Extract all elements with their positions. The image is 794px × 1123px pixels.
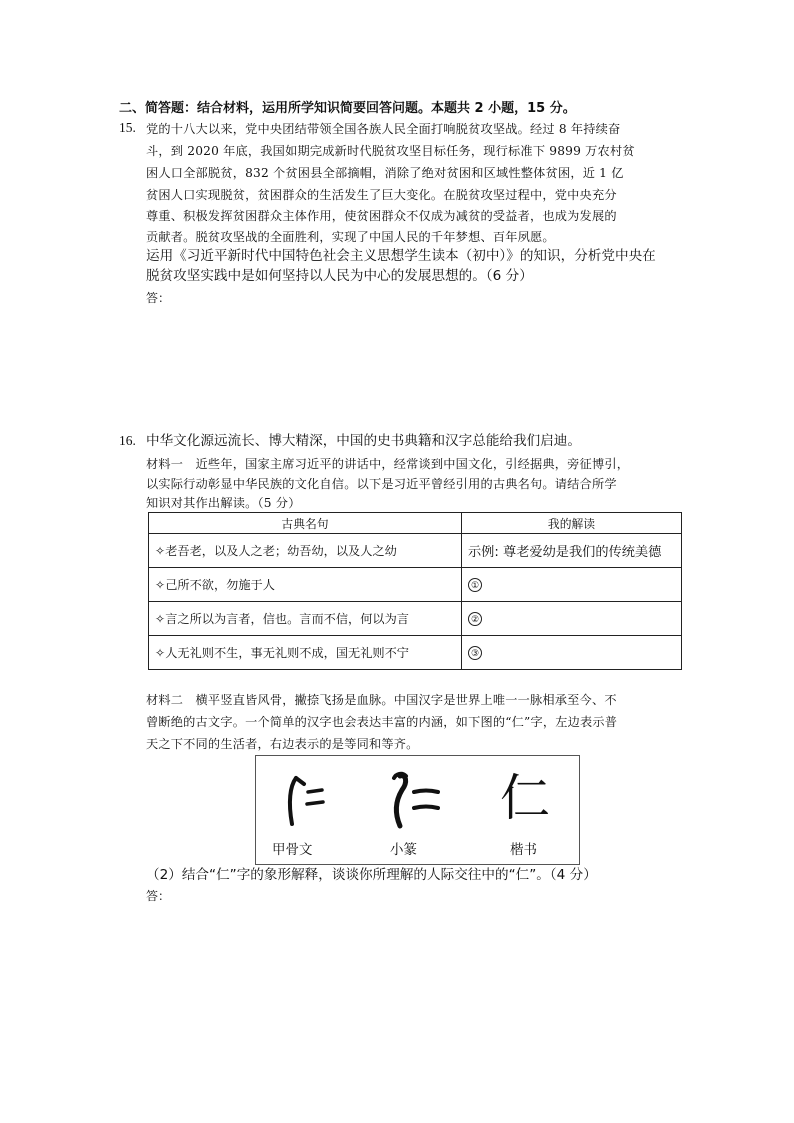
q16-material1-line: 知识对其作出解读。（5 分） — [146, 496, 301, 510]
table-row — [149, 636, 682, 670]
quote-cell: ✧己所不欲，勿施于人 — [149, 568, 462, 602]
q15-material-line: 尊重、积极发挥贫困群众主体作用，使贫困群众不仅成为减贫的受益者，也成为发展的 — [146, 209, 617, 223]
q16-question-2: （2）结合“仁”字的象形解释，谈谈你所理解的人际交往中的“仁”。（4 分） — [146, 867, 597, 883]
q15-question-line: 运用《习近平新时代中国特色社会主义思想学生读本（初中）》的知识，分析党中央在 — [146, 248, 656, 264]
table-header-interpretation: 我的解读 — [462, 513, 682, 534]
section-heading: 二、简答题：结合材料，运用所学知识简要回答问题。本题共 2 小题，15 分。 — [119, 101, 576, 116]
q16-material2-line: 天之下不同的生活者，右边表示的是等同和等齐。 — [146, 737, 419, 751]
q16-material1-line: 材料一 近些年，国家主席习近平的讲话中，经常谈到中国文化，引经据典，旁征博引， — [146, 457, 630, 471]
interpretation-cell[interactable] — [462, 636, 682, 670]
quote-cell: ✧言之所以为言者，信也。言而不信，何以为言 — [149, 602, 462, 636]
q15-material-line: 困人口全部脱贫，832 个贫困县全部摘帽，消除了绝对贫困和区域性整体贫困，近 1 亿 — [146, 166, 624, 180]
q16-material2-line: 曾断绝的古文字。一个简单的汉字也会表达丰富的内涵，如下图的“仁”字，左边表示普 — [146, 715, 618, 729]
table-row — [149, 568, 682, 602]
q15-answer-label: 答： — [146, 291, 171, 305]
caption-regular-script: 楷书 — [510, 842, 537, 858]
q15-material-line: 贡献者。脱贫攻坚战的全面胜利，实现了中国人民的千年梦想、百年夙愿。 — [146, 230, 555, 244]
table-row — [149, 534, 682, 568]
q15-material-line: 党的十八大以来，党中央团结带领全国各族人民全面打响脱贫攻坚战。经过 8 年持续奋 — [146, 122, 621, 136]
regular-script-glyph: 仁 — [500, 769, 550, 827]
answer-blank-marker: ③ — [468, 646, 482, 660]
character-evolution-figure — [255, 755, 580, 865]
q16-stem: 中华文化源远流长、博大精深，中国的史书典籍和汉字总能给我们启迪。 — [146, 433, 581, 449]
q15-question-line: 脱贫攻坚实践中是如何坚持以人民为中心的发展思想的。（6 分） — [146, 268, 533, 284]
q16-material2-line: 材料二 横平竖直皆风骨，撇捺飞扬是血脉。中国汉字是世界上唯一一脉相承至今、不 — [146, 693, 617, 707]
small-seal-glyph — [384, 768, 442, 830]
interpretation-cell[interactable] — [462, 568, 682, 602]
oracle-bone-glyph — [282, 772, 326, 828]
caption-small-seal: 小篆 — [390, 842, 417, 858]
caption-oracle-bone: 甲骨文 — [272, 842, 313, 858]
q16-answer-label: 答： — [146, 889, 171, 903]
quote-cell: ✧老吾老，以及人之老；幼吾幼，以及人之幼 — [149, 534, 462, 568]
q16-material1-line: 以实际行动彰显中华民族的文化自信。以下是习近平曾经引用的古典名句。请结合所学 — [146, 477, 617, 491]
answer-blank-marker: ① — [468, 578, 482, 592]
q15-material-line: 斗，到 2020 年底，我国如期完成新时代脱贫攻坚目标任务，现行标准下 9899 万农村贫 — [146, 144, 635, 158]
answer-blank-marker: ② — [468, 612, 482, 626]
table-header-row — [149, 513, 682, 534]
quote-cell: ✧人无礼则不生，事无礼则不成，国无礼则不宁 — [149, 636, 462, 670]
quotes-table — [148, 512, 682, 670]
question-15-number: 15. — [119, 120, 136, 135]
interpretation-cell: 示例: 尊老爱幼是我们的传统美德 — [462, 534, 682, 568]
interpretation-cell[interactable] — [462, 602, 682, 636]
table-header-quote: 古典名句 — [149, 513, 462, 534]
q15-material-line: 贫困人口实现脱贫，贫困群众的生活发生了巨大变化。在脱贫攻坚过程中，党中央充分 — [146, 188, 617, 202]
table-row — [149, 602, 682, 636]
question-16-number: 16. — [119, 433, 136, 448]
